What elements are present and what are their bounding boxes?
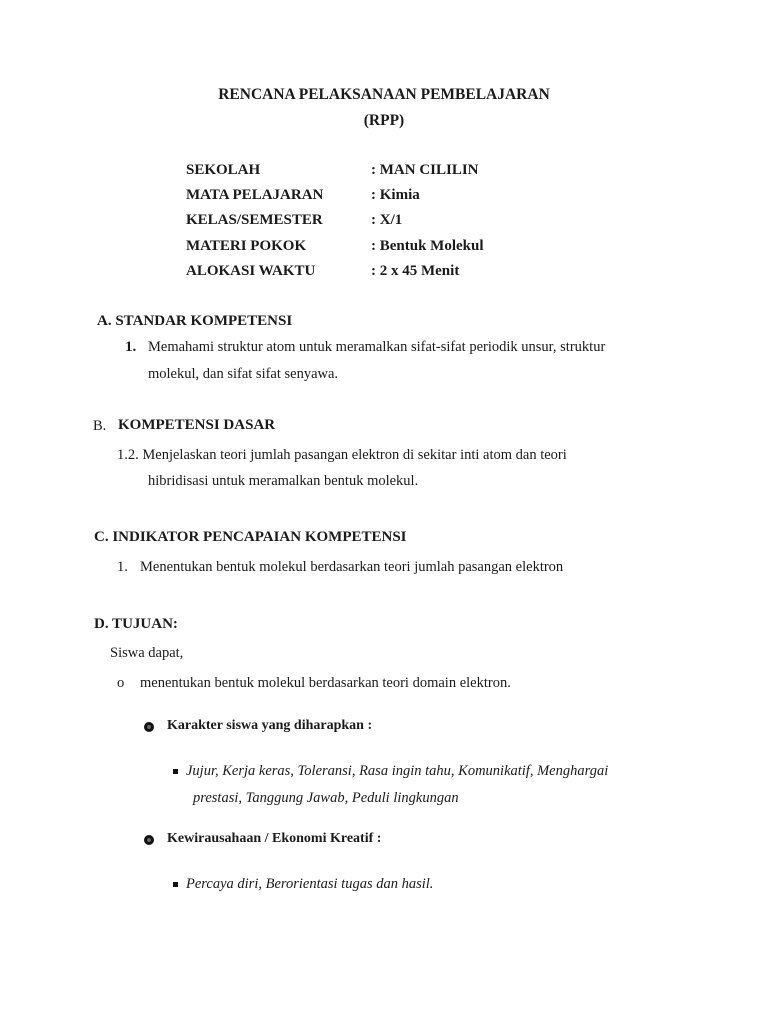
section-a-item-line2: molekul, dan sifat sifat senyawa. — [148, 366, 339, 382]
section-d-item-text: menentukan bentuk molekul berdasarkan teori domain elektron. — [140, 675, 511, 691]
identity-label-materi-pokok: MATERI POKOK — [186, 238, 307, 254]
identity-value-materi-pokok: : Bentuk Molekul — [371, 238, 484, 254]
identity-label-mata-pelajaran: MATA PELAJARAN — [186, 187, 324, 203]
karakter-square-bullet-icon — [173, 769, 178, 774]
identity-value-sekolah: : MAN CILILIN — [371, 162, 479, 178]
identity-label-sekolah: SEKOLAH — [186, 162, 261, 178]
kewirausahaan-square-bullet-icon — [173, 882, 178, 887]
section-d-intro: Siswa dapat, — [110, 645, 184, 661]
section-c-item-number: 1. — [117, 559, 128, 575]
identity-label-kelas-semester: KELAS/SEMESTER — [186, 212, 323, 228]
karakter-item-line1: Jujur, Kerja keras, Toleransi, Rasa ingin tahu, Komunikatif, Menghargai — [186, 763, 609, 779]
section-b-item-line2: hibridisasi untuk meramalkan bentuk molekul. — [148, 473, 419, 489]
section-c-heading: C. INDIKATOR PENCAPAIAN KOMPETENSI — [94, 529, 407, 545]
section-b-heading: KOMPETENSI DASAR — [118, 417, 276, 433]
section-c-item-text: Menentukan bentuk molekul berdasarkan teori jumlah pasangan elektron — [140, 559, 564, 575]
identity-value-mata-pelajaran: : Kimia — [371, 187, 420, 203]
identity-label-alokasi-waktu: ALOKASI WAKTU — [186, 263, 316, 279]
section-b-item-line1: 1.2. Menjelaskan teori jumlah pasangan elektron di sekitar inti atom dan teori — [117, 447, 567, 463]
identity-value-alokasi-waktu: : 2 x 45 Menit — [371, 263, 460, 279]
identity-value-kelas-semester: : X/1 — [371, 212, 403, 228]
kewirausahaan-bullet-icon — [144, 835, 154, 845]
karakter-heading: Karakter siswa yang diharapkan : — [167, 718, 373, 733]
karakter-item-line2: prestasi, Tanggung Jawab, Peduli lingkungan — [193, 790, 459, 806]
document-subtitle: (RPP) — [363, 112, 405, 129]
document-title: RENCANA PELAKSANAAN PEMBELAJARAN — [218, 86, 550, 103]
section-a-heading: A. STANDAR KOMPETENSI — [97, 313, 293, 329]
section-a-item-line1: Memahami struktur atom untuk meramalkan sifat-sifat periodik unsur, struktur — [148, 339, 606, 355]
kewirausahaan-heading: Kewirausahaan / Ekonomi Kreatif : — [167, 831, 382, 846]
section-b-letter: B. — [93, 418, 107, 434]
section-d-bullet: o — [117, 675, 125, 691]
karakter-bullet-icon — [144, 722, 154, 732]
kewirausahaan-item-text: Percaya diri, Berorientasi tugas dan hasil. — [186, 876, 434, 892]
section-a-item-number: 1. — [125, 339, 137, 355]
section-d-heading: D. TUJUAN: — [94, 616, 178, 632]
